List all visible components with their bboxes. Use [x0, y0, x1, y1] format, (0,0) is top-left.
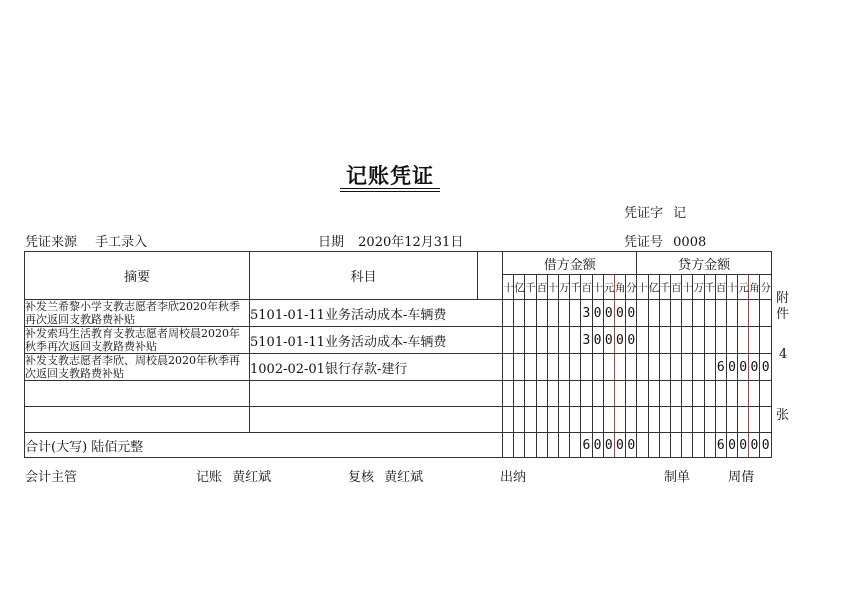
row-subject	[250, 381, 503, 407]
debit-digit	[614, 354, 625, 381]
voucher-word-label: 凭证字	[624, 206, 664, 221]
supervisor-label: 会计主管	[25, 470, 78, 485]
credit-unit-label: 亿	[648, 275, 659, 300]
credit-unit-label: 百	[670, 275, 681, 300]
debit-digit: 3	[581, 327, 592, 354]
total-credit-digit: 6	[715, 433, 726, 458]
debit-digit	[525, 300, 536, 327]
cashier	[500, 466, 526, 485]
table-row	[25, 381, 772, 407]
row-summary: 补发兰希黎小学支教志愿者李欣2020年秋季再次返回支教路费补贴	[25, 300, 250, 327]
total-debit-digit	[536, 433, 547, 458]
source-label: 凭证来源	[25, 235, 78, 250]
debit-digit	[547, 407, 558, 433]
debit-digit	[514, 327, 525, 354]
credit-unit-label: 千	[659, 275, 670, 300]
credit-digit	[749, 407, 760, 433]
debit-digit	[503, 300, 514, 327]
credit-digit	[715, 407, 726, 433]
credit-digit	[637, 381, 648, 407]
voucher-no-label: 凭证号	[624, 235, 664, 250]
bookkeeper-label: 记账	[196, 470, 223, 485]
debit-digit	[514, 354, 525, 381]
credit-digit	[760, 381, 771, 407]
debit-unit-label: 十	[592, 275, 603, 300]
credit-digit	[648, 327, 659, 354]
credit-unit-label: 分	[760, 275, 771, 300]
credit-unit-label: 十	[637, 275, 648, 300]
debit-unit-label: 十	[547, 275, 558, 300]
debit-digit	[536, 381, 547, 407]
credit-digit	[693, 300, 704, 327]
credit-digit	[738, 381, 749, 407]
credit-digit: 0	[760, 354, 771, 381]
total-credit-digit: 0	[749, 433, 760, 458]
supervisor	[25, 466, 77, 485]
credit-digit	[682, 300, 693, 327]
debit-digit: 0	[592, 300, 603, 327]
credit-digit	[693, 354, 704, 381]
credit-digit: 0	[738, 354, 749, 381]
debit-digit	[558, 407, 569, 433]
debit-digit	[525, 407, 536, 433]
total-credit-digit	[637, 433, 648, 458]
credit-digit	[726, 300, 737, 327]
credit-digit	[693, 407, 704, 433]
row-subject	[250, 407, 503, 433]
debit-digit	[525, 381, 536, 407]
table-row	[25, 300, 772, 327]
debit-digit	[503, 381, 514, 407]
debit-digit	[503, 407, 514, 433]
total-credit-digit: 0	[738, 433, 749, 458]
debit-digit	[547, 354, 558, 381]
row-summary	[25, 407, 250, 433]
credit-digit	[648, 381, 659, 407]
reviewer-label: 复核	[348, 470, 375, 485]
credit-digit	[659, 381, 670, 407]
credit-unit-label: 百	[715, 275, 726, 300]
debit-digit	[581, 354, 592, 381]
voucher-word	[624, 202, 686, 221]
debit-digit	[514, 381, 525, 407]
total-credit-digit: 0	[760, 433, 771, 458]
credit-digit	[715, 327, 726, 354]
table-row	[25, 407, 772, 433]
total-debit-digit: 0	[603, 433, 614, 458]
debit-digit: 0	[603, 300, 614, 327]
total-row	[25, 433, 772, 458]
credit-unit-label: 元	[738, 275, 749, 300]
debit-digit: 0	[626, 300, 637, 327]
debit-digit	[614, 381, 625, 407]
debit-digit	[570, 300, 581, 327]
total-debit-digit: 0	[614, 433, 625, 458]
debit-digit	[626, 381, 637, 407]
row-summary: 补发支教志愿者李欣、周校晨2020年秋季再次返回支教路费补贴	[25, 354, 250, 381]
cashier-label: 出纳	[500, 470, 527, 485]
date-value: 2020年12月31日	[358, 235, 464, 250]
credit-digit	[670, 407, 681, 433]
voucher-source	[25, 231, 147, 250]
credit-digit	[670, 381, 681, 407]
credit-digit	[726, 381, 737, 407]
debit-digit	[570, 381, 581, 407]
debit-unit-label: 百	[581, 275, 592, 300]
debit-unit-label: 角	[614, 275, 625, 300]
credit-digit	[682, 381, 693, 407]
total-debit-digit	[558, 433, 569, 458]
preparer-label: 制单	[664, 470, 691, 485]
total-credit-digit	[682, 433, 693, 458]
reviewer	[348, 466, 423, 485]
debit-unit-label: 元	[603, 275, 614, 300]
credit-unit-label: 角	[749, 275, 760, 300]
debit-digit	[525, 354, 536, 381]
credit-digit	[715, 381, 726, 407]
credit-digit	[760, 300, 771, 327]
row-subject: 1002-02-01银行存款-建行	[250, 354, 503, 381]
debit-unit-label: 分	[626, 275, 637, 300]
total-credit-digit: 0	[726, 433, 737, 458]
debit-digit	[536, 407, 547, 433]
voucher-title: 记账凭证	[346, 164, 434, 188]
debit-digit	[536, 354, 547, 381]
total-debit-digit	[547, 433, 558, 458]
debit-digit	[581, 381, 592, 407]
debit-digit	[626, 354, 637, 381]
debit-digit	[603, 354, 614, 381]
debit-digit	[570, 354, 581, 381]
debit-digit	[547, 381, 558, 407]
credit-unit-label: 十	[726, 275, 737, 300]
debit-digit	[503, 327, 514, 354]
col-credit-header: 贷方金额	[637, 252, 771, 275]
col-blank-header	[478, 252, 503, 300]
total-debit-digit: 0	[592, 433, 603, 458]
debit-digit	[558, 381, 569, 407]
attachment-label-1: 附	[776, 291, 790, 306]
total-credit-digit	[659, 433, 670, 458]
total-debit-digit: 6	[581, 433, 592, 458]
attachment-count: 4	[779, 347, 788, 362]
debit-digit: 0	[626, 327, 637, 354]
debit-digit	[626, 407, 637, 433]
credit-digit	[659, 407, 670, 433]
credit-digit	[704, 381, 715, 407]
attachment-unit: 张	[776, 408, 790, 423]
credit-digit	[682, 354, 693, 381]
total-debit-digit	[514, 433, 525, 458]
credit-digit	[704, 327, 715, 354]
credit-unit-label: 万	[693, 275, 704, 300]
reviewer-value: 黄红斌	[384, 470, 424, 485]
credit-digit	[760, 327, 771, 354]
credit-digit	[670, 327, 681, 354]
source-value: 手工录入	[95, 235, 148, 250]
col-debit-header: 借方金额	[503, 252, 637, 275]
debit-digit	[547, 300, 558, 327]
debit-digit: 0	[592, 327, 603, 354]
bookkeeper-value: 黄红斌	[232, 470, 272, 485]
title-underline-1	[340, 188, 440, 189]
debit-digit: 0	[614, 327, 625, 354]
total-credit-digit	[670, 433, 681, 458]
credit-digit	[648, 354, 659, 381]
credit-digit	[760, 407, 771, 433]
debit-digit: 3	[581, 300, 592, 327]
attachment-label-2: 件	[776, 307, 790, 322]
voucher-word-value: 记	[673, 206, 687, 221]
credit-digit	[704, 407, 715, 433]
total-debit-digit	[503, 433, 514, 458]
total-credit-digit	[693, 433, 704, 458]
total-credit-digit	[704, 433, 715, 458]
total-debit-digit: 0	[626, 433, 637, 458]
debit-unit-label: 百	[536, 275, 547, 300]
credit-digit	[749, 300, 760, 327]
table-row	[25, 327, 772, 354]
credit-digit	[693, 327, 704, 354]
credit-digit	[682, 327, 693, 354]
total-debit-digit	[525, 433, 536, 458]
credit-digit: 0	[726, 354, 737, 381]
debit-digit: 0	[603, 327, 614, 354]
credit-digit	[682, 407, 693, 433]
total-words: 陆佰元整	[91, 439, 144, 455]
debit-digit	[525, 327, 536, 354]
credit-digit	[637, 327, 648, 354]
debit-digit	[536, 327, 547, 354]
debit-digit	[614, 407, 625, 433]
debit-digit	[603, 407, 614, 433]
bookkeeper	[196, 466, 271, 485]
debit-digit	[536, 300, 547, 327]
credit-digit	[749, 381, 760, 407]
table-row	[25, 354, 772, 381]
credit-digit	[648, 300, 659, 327]
date-label: 日期	[318, 235, 345, 250]
voucher-no-value: 0008	[673, 235, 707, 250]
voucher-table	[24, 251, 772, 458]
credit-digit	[670, 354, 681, 381]
credit-digit	[659, 327, 670, 354]
credit-digit	[738, 407, 749, 433]
debit-unit-label: 千	[525, 275, 536, 300]
credit-digit	[637, 354, 648, 381]
total-label: 合计(大写)	[25, 439, 88, 455]
credit-digit	[726, 327, 737, 354]
credit-digit: 6	[715, 354, 726, 381]
credit-digit	[637, 407, 648, 433]
col-subject-header: 科目	[250, 252, 478, 300]
debit-digit	[570, 327, 581, 354]
title-underline-2	[340, 191, 440, 192]
credit-digit	[670, 300, 681, 327]
debit-digit	[503, 354, 514, 381]
debit-digit	[603, 381, 614, 407]
debit-digit	[514, 407, 525, 433]
credit-digit	[738, 300, 749, 327]
credit-unit-label: 千	[704, 275, 715, 300]
credit-digit	[659, 300, 670, 327]
col-summary-header: 摘要	[25, 252, 250, 300]
debit-digit	[514, 300, 525, 327]
credit-digit	[704, 354, 715, 381]
row-summary	[25, 381, 250, 407]
debit-digit	[592, 381, 603, 407]
debit-digit	[558, 300, 569, 327]
debit-digit	[581, 407, 592, 433]
voucher-date	[318, 231, 463, 250]
debit-unit-label: 千	[570, 275, 581, 300]
debit-digit: 0	[614, 300, 625, 327]
debit-digit	[592, 354, 603, 381]
credit-digit: 0	[749, 354, 760, 381]
debit-digit	[570, 407, 581, 433]
debit-digit	[558, 327, 569, 354]
credit-digit	[749, 327, 760, 354]
credit-digit	[704, 300, 715, 327]
row-subject: 5101-01-11业务活动成本-车辆费	[250, 300, 503, 327]
debit-digit	[558, 354, 569, 381]
debit-unit-label: 十	[503, 275, 514, 300]
credit-digit	[738, 327, 749, 354]
debit-unit-label: 亿	[514, 275, 525, 300]
total-credit-digit	[648, 433, 659, 458]
row-subject: 5101-01-11业务活动成本-车辆费	[250, 327, 503, 354]
debit-unit-label: 万	[558, 275, 569, 300]
credit-digit	[693, 381, 704, 407]
total-debit-digit	[570, 433, 581, 458]
credit-digit	[637, 300, 648, 327]
credit-digit	[726, 407, 737, 433]
preparer	[664, 466, 754, 485]
debit-digit	[592, 407, 603, 433]
row-summary: 补发索玛生活教育支教志愿者周校晨2020年秋季再次返回支教路费补贴	[25, 327, 250, 354]
credit-digit	[648, 407, 659, 433]
voucher-number	[624, 231, 706, 250]
credit-digit	[659, 354, 670, 381]
total-cell	[25, 433, 503, 458]
debit-digit	[547, 327, 558, 354]
preparer-value: 周倩	[728, 470, 755, 485]
credit-unit-label: 十	[682, 275, 693, 300]
credit-digit	[715, 300, 726, 327]
